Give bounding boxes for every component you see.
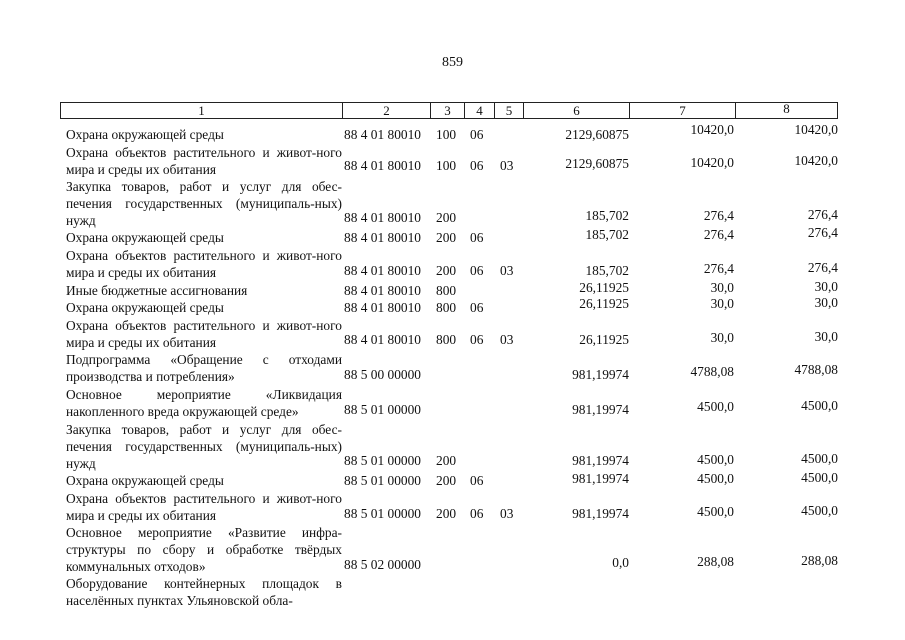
- row-csr: 88 4 01 80010: [344, 127, 421, 142]
- row-vr: 200: [436, 453, 457, 468]
- row-col7: 276,4: [703, 227, 734, 242]
- row-csr: 88 5 01 00000: [344, 506, 421, 521]
- row-col8: 30,0: [814, 295, 838, 310]
- row-csr: 88 5 01 00000: [344, 402, 421, 417]
- row-name: Закупка товаров, работ и услуг для обес-печения государственных (муниципаль-ных) нужд: [66, 179, 342, 228]
- row-name: Иные бюджетные ассигнования: [66, 283, 248, 298]
- row-vr: 200: [436, 210, 457, 225]
- row-col6: 26,11925: [579, 280, 629, 295]
- row-name: Охрана окружающей среды: [66, 127, 224, 142]
- row-col6: 0,0: [612, 555, 629, 570]
- row-vr: 800: [436, 332, 457, 347]
- row-vr: 800: [436, 300, 457, 315]
- row-col8: 4500,0: [801, 470, 838, 485]
- row-col8: 30,0: [814, 279, 838, 294]
- row-col6: 185,702: [585, 227, 629, 242]
- row-col6: 981,19974: [572, 402, 629, 417]
- row-rz: 06: [470, 473, 484, 488]
- row-csr: 88 5 01 00000: [344, 473, 421, 488]
- row-col7: 4500,0: [697, 471, 734, 486]
- row-col8: 4500,0: [801, 398, 838, 413]
- row-col7: 10420,0: [690, 122, 734, 137]
- row-name: Подпрограмма «Обращение с отходами производства и потребления»: [66, 352, 342, 384]
- row-csr: 88 5 01 00000: [344, 453, 421, 468]
- row-col7: 4500,0: [697, 452, 734, 467]
- row-col8: 276,4: [807, 225, 838, 240]
- header-col-7: 7: [630, 103, 736, 118]
- row-col6: 981,19974: [572, 506, 629, 521]
- row-col8: 288,08: [801, 553, 838, 568]
- row-col6: 185,702: [585, 208, 629, 223]
- row-pr: 03: [500, 158, 514, 173]
- row-csr: 88 4 01 80010: [344, 230, 421, 245]
- row-col7: 4500,0: [697, 399, 734, 414]
- row-col7: 276,4: [703, 261, 734, 276]
- row-rz: 06: [470, 230, 484, 245]
- row-col7: 276,4: [703, 208, 734, 223]
- row-col8: 276,4: [807, 260, 838, 275]
- row-csr: 88 4 01 80010: [344, 283, 421, 298]
- row-pr: 03: [500, 263, 514, 278]
- row-csr: 88 4 01 80010: [344, 300, 421, 315]
- row-col7: 30,0: [710, 280, 734, 295]
- row-rz: 06: [470, 127, 484, 142]
- row-rz: 06: [470, 158, 484, 173]
- table-header: [60, 102, 838, 119]
- row-col6: 981,19974: [572, 367, 629, 382]
- header-col-4: 4: [465, 103, 495, 118]
- page-number: 859: [442, 55, 463, 70]
- row-csr: 88 4 01 80010: [344, 332, 421, 347]
- row-name: Охрана окружающей среды: [66, 473, 224, 488]
- row-pr: 03: [500, 332, 514, 347]
- row-col6: 981,19974: [572, 471, 629, 486]
- row-name: Охрана объектов растительного и живот-ного мира и среды их обитания: [66, 318, 342, 350]
- header-col-6: 6: [524, 103, 630, 118]
- row-col6: 185,702: [585, 263, 629, 278]
- row-csr: 88 5 02 00000: [344, 557, 421, 572]
- row-col6: 2129,60875: [565, 127, 629, 142]
- row-col6: 2129,60875: [565, 156, 629, 171]
- row-col7: 10420,0: [690, 155, 734, 170]
- header-col-1: 1: [61, 103, 343, 118]
- row-name: Закупка товаров, работ и услуг для обес-печения государственных (муниципаль-ных) нужд: [66, 422, 342, 471]
- row-vr: 800: [436, 283, 457, 298]
- row-name: Охрана окружающей среды: [66, 300, 224, 315]
- row-vr: 100: [436, 158, 457, 173]
- row-name: Основное мероприятие «Ликвидация накопленного вреда окружающей среде»: [66, 387, 342, 419]
- header-col-8: 8: [783, 101, 790, 116]
- row-col8: 30,0: [814, 329, 838, 344]
- row-vr: 100: [436, 127, 457, 142]
- row-csr: 88 4 01 80010: [344, 263, 421, 278]
- row-rz: 06: [470, 263, 484, 278]
- row-col8: 4500,0: [801, 503, 838, 518]
- row-col6: 981,19974: [572, 453, 629, 468]
- header-col-5: 5: [495, 103, 524, 118]
- row-csr: 88 4 01 80010: [344, 158, 421, 173]
- row-col7: 4788,08: [690, 364, 734, 379]
- header-col-2: 2: [343, 103, 431, 118]
- row-vr: 200: [436, 230, 457, 245]
- row-col8: 4788,08: [794, 362, 838, 377]
- row-rz: 06: [470, 332, 484, 347]
- row-name: Охрана объектов растительного и живот-ного мира и среды их обитания: [66, 145, 342, 177]
- row-csr: 88 5 00 00000: [344, 367, 421, 382]
- row-col7: 4500,0: [697, 504, 734, 519]
- row-vr: 200: [436, 506, 457, 521]
- row-csr: 88 4 01 80010: [344, 210, 421, 225]
- header-col-3: 3: [431, 103, 465, 118]
- row-col6: 26,11925: [579, 296, 629, 311]
- row-col7: 288,08: [697, 554, 734, 569]
- row-col7: 30,0: [710, 330, 734, 345]
- row-name: Охрана объектов растительного и живот-ного мира и среды их обитания: [66, 491, 342, 523]
- row-name: Основное мероприятие «Развитие инфра-структуры по сбору и обработке твёрдых коммунальных отходов»: [66, 525, 342, 574]
- row-col8: 4500,0: [801, 451, 838, 466]
- row-col8: 10420,0: [794, 153, 838, 168]
- row-name: Оборудование контейнерных площадок в населённых пунктах Ульяновской обла-: [66, 576, 342, 608]
- row-pr: 03: [500, 506, 514, 521]
- row-col8: 10420,0: [794, 122, 838, 137]
- row-col8: 276,4: [807, 207, 838, 222]
- row-col6: 26,11925: [579, 332, 629, 347]
- row-rz: 06: [470, 300, 484, 315]
- row-vr: 200: [436, 263, 457, 278]
- row-vr: 200: [436, 473, 457, 488]
- row-col7: 30,0: [710, 296, 734, 311]
- row-name: Охрана окружающей среды: [66, 230, 224, 245]
- row-name: Охрана объектов растительного и живот-ного мира и среды их обитания: [66, 248, 342, 280]
- row-rz: 06: [470, 506, 484, 521]
